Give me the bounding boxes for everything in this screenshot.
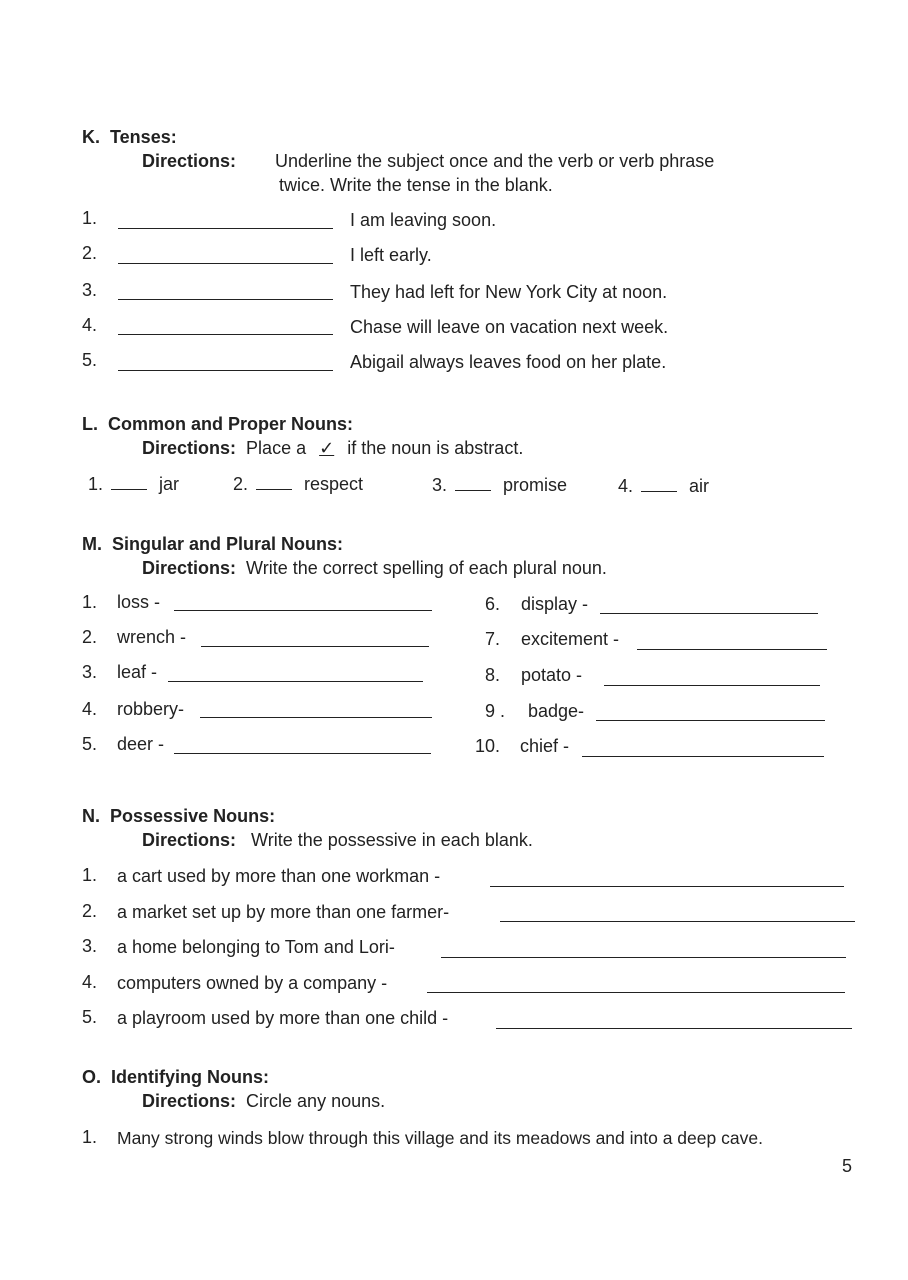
list-item-number: 4. <box>618 476 634 496</box>
list-item-number: 7. <box>485 629 501 649</box>
sentence: I left early. <box>350 245 432 265</box>
possessive-prompt: computers owned by a company - <box>117 973 388 993</box>
sentence: They had left for New York City at noon. <box>350 282 668 302</box>
answer-blank[interactable] <box>604 685 820 686</box>
noun-word: promise <box>503 475 568 495</box>
sentence: Abigail always leaves food on her plate. <box>350 352 667 372</box>
answer-blank[interactable] <box>174 610 432 611</box>
section-l-title: Common and Proper Nouns: <box>108 414 354 434</box>
plural-word: excitement - <box>521 629 620 649</box>
section-k-directions <box>142 151 236 172</box>
section-m-letter: M. <box>82 534 102 554</box>
list-item-number: 1. <box>82 865 98 885</box>
possessive-prompt: a home belonging to Tom and Lori- <box>117 937 395 957</box>
section-k-header <box>82 127 177 148</box>
list-item-number: 2. <box>233 474 249 494</box>
section-k-letter: K. <box>82 127 100 147</box>
plural-word: leaf - <box>117 662 158 682</box>
answer-blank[interactable] <box>637 649 827 650</box>
section-o-title: Identifying Nouns: <box>111 1067 270 1087</box>
section-l-letter: L. <box>82 414 98 434</box>
section-o-header <box>82 1067 269 1088</box>
list-item-number: 3. <box>82 662 98 682</box>
section-k-directions-line2: twice. Write the tense in the blank. <box>279 175 553 195</box>
answer-blank[interactable] <box>118 228 333 229</box>
list-item-number: 5. <box>82 1007 98 1027</box>
section-n-title: Possessive Nouns: <box>110 806 276 826</box>
section-m-title: Singular and Plural Nouns: <box>112 534 344 554</box>
answer-blank[interactable] <box>600 613 818 614</box>
section-l-header <box>82 414 353 435</box>
answer-blank[interactable] <box>118 370 333 371</box>
section-m-directions <box>142 558 607 579</box>
section-n-letter: N. <box>82 806 100 826</box>
list-item-number: 9 . <box>485 701 506 721</box>
plural-word: loss - <box>117 592 161 612</box>
answer-blank[interactable] <box>427 992 845 993</box>
list-item-number: 10. <box>475 736 501 756</box>
section-o-letter: O. <box>82 1067 102 1087</box>
answer-blank[interactable] <box>201 646 429 647</box>
list-item-number: 1. <box>88 474 104 494</box>
answer-blank[interactable] <box>596 720 825 721</box>
check-blank[interactable] <box>256 475 292 490</box>
list-item-number: 2. <box>82 627 98 647</box>
plural-word: chief - <box>520 736 570 756</box>
list-item-number: 1. <box>82 592 98 612</box>
plural-word: potato - <box>521 665 583 685</box>
list-item-number: 1. <box>82 1127 98 1147</box>
possessive-prompt: a market set up by more than one farmer- <box>117 902 450 922</box>
noun-item <box>233 474 363 495</box>
answer-blank[interactable] <box>490 886 844 887</box>
plural-word: display - <box>521 594 589 614</box>
directions-label: Directions: <box>142 830 237 850</box>
noun-item <box>432 475 567 496</box>
check-blank[interactable] <box>641 477 677 492</box>
section-n-directions <box>142 830 533 851</box>
noun-item <box>88 474 179 495</box>
section-o-directions <box>142 1091 385 1112</box>
list-item-number: 4. <box>82 972 98 992</box>
directions-label: Directions: <box>142 151 237 171</box>
section-n-header <box>82 806 275 827</box>
list-item-number: 8. <box>485 665 501 685</box>
answer-blank[interactable] <box>118 299 333 300</box>
plural-word: robbery- <box>117 699 185 719</box>
answer-blank[interactable] <box>168 681 423 682</box>
answer-blank[interactable] <box>200 717 432 718</box>
directions-text: Circle any nouns. <box>246 1091 386 1111</box>
noun-sentence: Many strong winds blow through this village and its meadows and into a deep cave. <box>117 1128 763 1148</box>
list-item-number: 4. <box>82 699 98 719</box>
answer-blank[interactable] <box>496 1028 852 1029</box>
noun-word: air <box>689 476 710 496</box>
sentence: I am leaving soon. <box>350 210 497 230</box>
check-blank[interactable] <box>111 475 147 490</box>
possessive-prompt: a playroom used by more than one child - <box>117 1008 449 1028</box>
directions-label: Directions: <box>142 558 237 578</box>
check-blank[interactable] <box>455 476 491 491</box>
sentence: Chase will leave on vacation next week. <box>350 317 669 337</box>
list-item-number: 5. <box>82 350 98 370</box>
possessive-prompt: a cart used by more than one workman - <box>117 866 441 886</box>
answer-blank[interactable] <box>118 334 333 335</box>
plural-word: badge- <box>528 701 585 721</box>
answer-blank[interactable] <box>582 756 824 757</box>
answer-blank[interactable] <box>118 263 333 264</box>
list-item-number: 4. <box>82 315 98 335</box>
answer-blank[interactable] <box>500 921 855 922</box>
list-item-number: 1. <box>82 208 98 228</box>
page-number: 5 <box>842 1156 853 1176</box>
directions-text: Write the possessive in each blank. <box>251 830 533 850</box>
directions-label: Directions: <box>142 1091 237 1111</box>
directions-text-before: Place a <box>246 438 307 458</box>
section-l-directions <box>142 438 523 459</box>
list-item-number: 3. <box>432 475 448 495</box>
section-m-header <box>82 534 343 555</box>
checkmark-icon: ✓ <box>319 438 335 458</box>
noun-word: respect <box>304 474 364 494</box>
list-item-number: 2. <box>82 901 98 921</box>
directions-text: Write the correct spelling of each plural noun. <box>246 558 607 578</box>
plural-word: wrench - <box>117 627 187 647</box>
answer-blank[interactable] <box>441 957 846 958</box>
list-item-number: 6. <box>485 594 501 614</box>
list-item-number: 3. <box>82 280 98 300</box>
noun-word: jar <box>159 474 180 494</box>
section-k-title: Tenses: <box>110 127 177 147</box>
list-item-number: 3. <box>82 936 98 956</box>
plural-word: deer - <box>117 734 165 754</box>
answer-blank[interactable] <box>174 753 431 754</box>
list-item-number: 5. <box>82 734 98 754</box>
section-k-directions-line1: Underline the subject once and the verb or verb phrase <box>275 151 715 171</box>
list-item-number: 2. <box>82 243 98 263</box>
directions-text-after: if the noun is abstract. <box>347 438 524 458</box>
noun-item <box>618 476 709 497</box>
directions-label: Directions: <box>142 438 237 458</box>
